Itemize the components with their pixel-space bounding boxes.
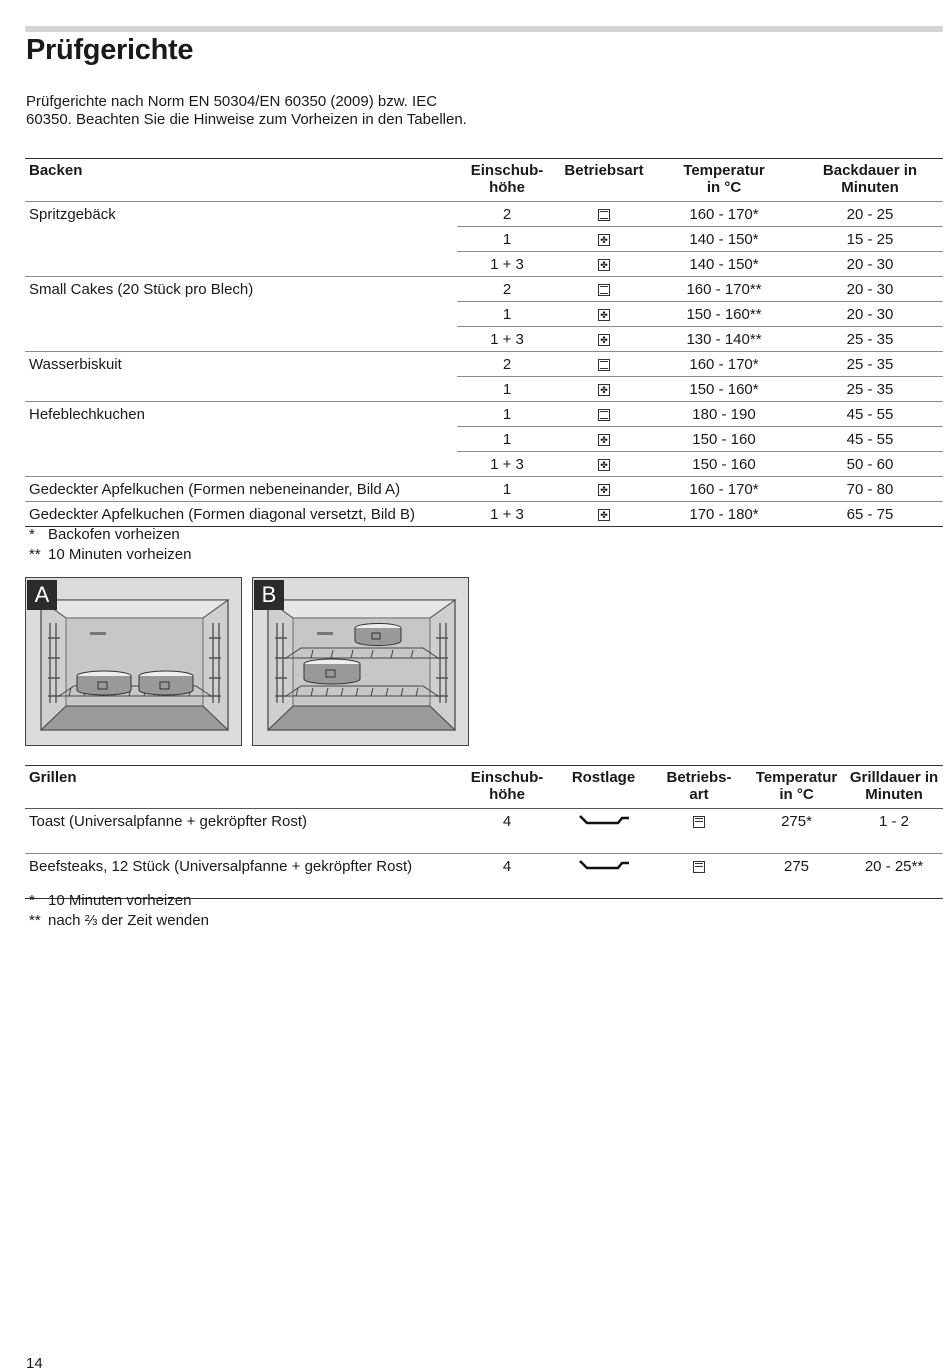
temp-cell: 160 - 170**: [651, 277, 797, 302]
hot-air-icon: ✤: [598, 384, 610, 396]
mode-cell: [557, 302, 651, 327]
figure-label-b: B: [254, 580, 284, 610]
time-cell: 20 - 30: [797, 252, 943, 277]
col-header-dish: Backen: [29, 162, 83, 179]
top-bottom-heat-icon: [598, 284, 610, 296]
level-cell: 2: [457, 352, 557, 377]
hot-air-icon: ✤: [598, 234, 610, 246]
temp-cell: 150 - 160**: [651, 302, 797, 327]
temp-cell: 180 - 190: [651, 402, 797, 427]
col-header-dish: Grillen: [29, 769, 77, 786]
table-row: [25, 277, 943, 302]
time-cell: 25 - 35: [797, 377, 943, 402]
time-cell: 65 - 75: [797, 502, 943, 527]
mode-cell: [557, 202, 651, 227]
hot-air-icon: ✤: [598, 259, 610, 271]
grill-icon: [693, 861, 705, 873]
time-cell: 50 - 60: [797, 452, 943, 477]
time-cell: 20 - 30: [797, 302, 943, 327]
dish-cell: Wasserbiskuit: [25, 352, 457, 377]
table-row: [25, 402, 943, 427]
hot-air-icon: ✤: [598, 334, 610, 346]
time-cell: 45 - 55: [797, 427, 943, 452]
level-cell: 1 + 3: [457, 252, 557, 277]
rack-cell: [557, 809, 650, 854]
rack-cell: [557, 854, 650, 899]
temp-cell: 140 - 150*: [651, 252, 797, 277]
col-header-rack: Rostlage: [571, 769, 636, 786]
dish-cell: [25, 227, 457, 252]
oven-illustration-a: [26, 578, 242, 746]
hot-air-icon: ✤: [598, 459, 610, 471]
mode-cell: [557, 452, 651, 477]
level-cell: 4: [457, 854, 557, 899]
level-cell: 1 + 3: [457, 502, 557, 527]
level-cell: 1: [457, 402, 557, 427]
note-line: * Backofen vorheizen: [29, 526, 180, 543]
dish-cell: Beefsteaks, 12 Stück (Universalpfanne + gekröpfter Rost): [25, 854, 457, 899]
dish-cell: [25, 452, 457, 477]
dish-cell: Gedeckter Apfelkuchen (Formen nebeneinander, Bild A): [25, 477, 457, 502]
table-row: [25, 252, 943, 277]
table-row: [25, 477, 943, 502]
temp-cell: 160 - 170*: [651, 202, 797, 227]
col-header-mode: Betriebsart: [564, 162, 644, 179]
table-row: [25, 427, 943, 452]
time-cell: 20 - 25: [797, 202, 943, 227]
rack-position-icon: [578, 858, 630, 872]
level-cell: 2: [457, 202, 557, 227]
col-header-level: Einschub- höhe: [470, 162, 544, 196]
level-cell: 4: [502, 813, 512, 830]
mode-cell: [650, 809, 748, 854]
level-cell: 1 + 3: [457, 327, 557, 352]
note-line: ** nach ⅔ der Zeit wenden: [29, 912, 209, 929]
dish-cell: Gedeckter Apfelkuchen (Formen diagonal versetzt, Bild B): [25, 502, 457, 527]
temp-cell: 130 - 140**: [651, 327, 797, 352]
top-bottom-heat-icon: [598, 359, 610, 371]
mode-cell: [557, 227, 651, 252]
mode-cell: [557, 427, 651, 452]
header-rule: [25, 26, 943, 32]
figure-label-a: A: [27, 580, 57, 610]
time-cell: 20 - 25**: [845, 854, 943, 899]
level-cell: 1: [457, 477, 557, 502]
time-cell: 1 - 2: [878, 813, 909, 830]
page-title: Prüfgerichte: [26, 34, 194, 66]
table-row: [25, 327, 943, 352]
dish-cell: [25, 427, 457, 452]
grillen-notes: [29, 891, 209, 931]
oven-figure-a: [25, 577, 242, 746]
temp-cell: 160 - 170*: [651, 352, 797, 377]
temp-cell: 275: [748, 854, 845, 899]
table-row: [25, 377, 943, 402]
dish-cell: Hefeblechkuchen: [25, 402, 457, 427]
note-line: * 10 Minuten vorheizen: [29, 892, 192, 909]
oven-figure-b: [252, 577, 469, 746]
col-header-level: Einschub- höhe: [470, 769, 544, 803]
mode-cell: [557, 477, 651, 502]
level-cell: 1: [457, 302, 557, 327]
grill-icon: [693, 816, 705, 828]
dish-cell: [25, 327, 457, 352]
dish-cell: [25, 377, 457, 402]
top-bottom-heat-icon: [598, 209, 610, 221]
hot-air-icon: ✤: [598, 509, 610, 521]
col-header-time: Grilldauer in Minuten: [849, 769, 939, 803]
dish-cell: [25, 252, 457, 277]
table-row: [25, 202, 943, 227]
backen-header-row: [25, 159, 943, 202]
temp-cell: 150 - 160: [651, 427, 797, 452]
col-header-time: Backdauer in Minuten: [822, 162, 918, 196]
mode-cell: [557, 252, 651, 277]
level-cell: 1: [457, 427, 557, 452]
time-cell: 70 - 80: [797, 477, 943, 502]
table-row: [25, 809, 943, 854]
note-line: ** 10 Minuten vorheizen: [29, 546, 192, 563]
level-cell: 1: [457, 227, 557, 252]
page-number: 14: [26, 1355, 43, 1372]
dish-cell: Toast (Universalpfanne + gekröpfter Rost): [29, 813, 308, 830]
temp-cell: 150 - 160*: [651, 377, 797, 402]
cake-pan-a2: [139, 671, 193, 695]
hot-air-icon: ✤: [598, 434, 610, 446]
time-cell: 20 - 30: [797, 277, 943, 302]
backen-notes: [29, 525, 191, 565]
hot-air-icon: ✤: [598, 484, 610, 496]
rack-position-icon: [578, 813, 630, 827]
grillen-header-row: [25, 766, 943, 809]
time-cell: 15 - 25: [797, 227, 943, 252]
mode-cell: [557, 277, 651, 302]
time-cell: 25 - 35: [797, 352, 943, 377]
table-row: [25, 302, 943, 327]
table-row: [25, 502, 943, 527]
dish-cell: Spritzgebäck: [25, 202, 457, 227]
dish-cell: Small Cakes (20 Stück pro Blech): [25, 277, 457, 302]
temp-cell: 170 - 180*: [651, 502, 797, 527]
backen-table: [25, 158, 943, 527]
mode-cell: [557, 402, 651, 427]
cake-pan-b1: [355, 624, 401, 646]
level-cell: 1: [457, 377, 557, 402]
temp-cell: 275*: [781, 813, 812, 830]
col-header-temp: Temperatur in °C: [683, 162, 765, 196]
col-header-temp: Temperatur in °C: [755, 769, 838, 803]
cake-pan-b2: [304, 659, 360, 684]
table-row: [25, 227, 943, 252]
mode-cell: [557, 377, 651, 402]
mode-cell: [557, 352, 651, 377]
temp-cell: 150 - 160: [651, 452, 797, 477]
top-bottom-heat-icon: [598, 409, 610, 421]
temp-cell: 140 - 150*: [651, 227, 797, 252]
level-cell: 1 + 3: [457, 452, 557, 477]
hot-air-icon: ✤: [598, 309, 610, 321]
grillen-table: [25, 765, 943, 899]
oven-illustration-b: [253, 578, 469, 746]
time-cell: 45 - 55: [797, 402, 943, 427]
intro-text: Prüfgerichte nach Norm EN 50304/EN 60350 (2009) bzw. IEC 60350. Beachten Sie die Hinweise zum Vorheizen in den Tabellen.: [26, 93, 467, 128]
mode-cell: [557, 502, 651, 527]
mode-cell: [650, 854, 748, 899]
table-row: [25, 352, 943, 377]
temp-cell: 160 - 170*: [651, 477, 797, 502]
col-header-mode: Betriebs- art: [666, 769, 732, 803]
mode-cell: [557, 327, 651, 352]
level-cell: 2: [457, 277, 557, 302]
dish-cell: [25, 302, 457, 327]
time-cell: 25 - 35: [797, 327, 943, 352]
cake-pan-a1: [77, 671, 131, 695]
table-row: [25, 452, 943, 477]
